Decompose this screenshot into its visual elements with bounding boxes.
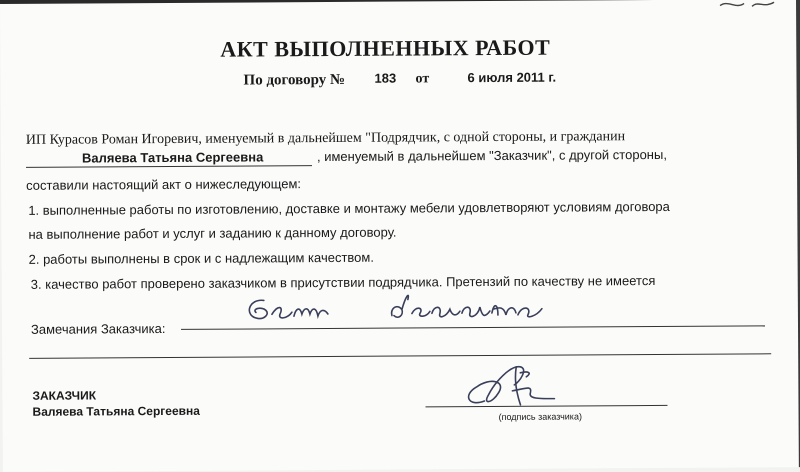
remarks-label: Замечания Заказчика: (30, 320, 166, 337)
clause-3: 3. качество работ проверено заказчиком в присутствии подрядчика. Претензий по качеству не имеется (30, 273, 656, 292)
document-title: АКТ ВЫПОЛНЕННЫХ РАБОТ (220, 34, 551, 62)
clause-1-line-b: на выполнение работ и услуг и заданию к данному договору. (28, 224, 397, 242)
customer-name-field: Валяева Татьяна Сергеевна (81, 149, 264, 166)
handwritten-remarks (242, 285, 562, 329)
contract-label: По договору № (243, 71, 346, 89)
contractor-line: ИП Курасов Роман Игоревич, именуемый в дальнейшем "Подрядчик, с одной стороны, и гражданин (25, 129, 626, 148)
date-prefix: от (415, 71, 430, 87)
contract-number: 183 (374, 70, 397, 86)
clause-1-line-a: 1. выполненные работы по изготовлению, доставке и монтажу мебели удовлетворяют условиям договора (28, 198, 670, 218)
remarks-underline-2 (29, 353, 771, 359)
scan-artifact-mark (718, 0, 778, 12)
customer-designation-line: , именуемый в дальнейшем "Заказчик", с другой стороны, (316, 146, 667, 165)
customer-name-underline (26, 165, 312, 168)
customer-name: Валяева Татьяна Сергеевна (32, 403, 200, 419)
customer-heading: ЗАКАЗЧИК (32, 388, 97, 403)
signature-caption: (подпись заказчика) (498, 411, 582, 422)
scan-edge-right (796, 0, 800, 467)
preamble-line: составили настоящий акт о нижеследующем: (26, 176, 302, 193)
scan-edge-top (0, 0, 800, 4)
contract-date: 6 июля 2011 г. (467, 69, 557, 86)
contract-line (243, 69, 557, 90)
clause-2: 2. работы выполнены в срок и с надлежащим качеством. (28, 249, 374, 267)
